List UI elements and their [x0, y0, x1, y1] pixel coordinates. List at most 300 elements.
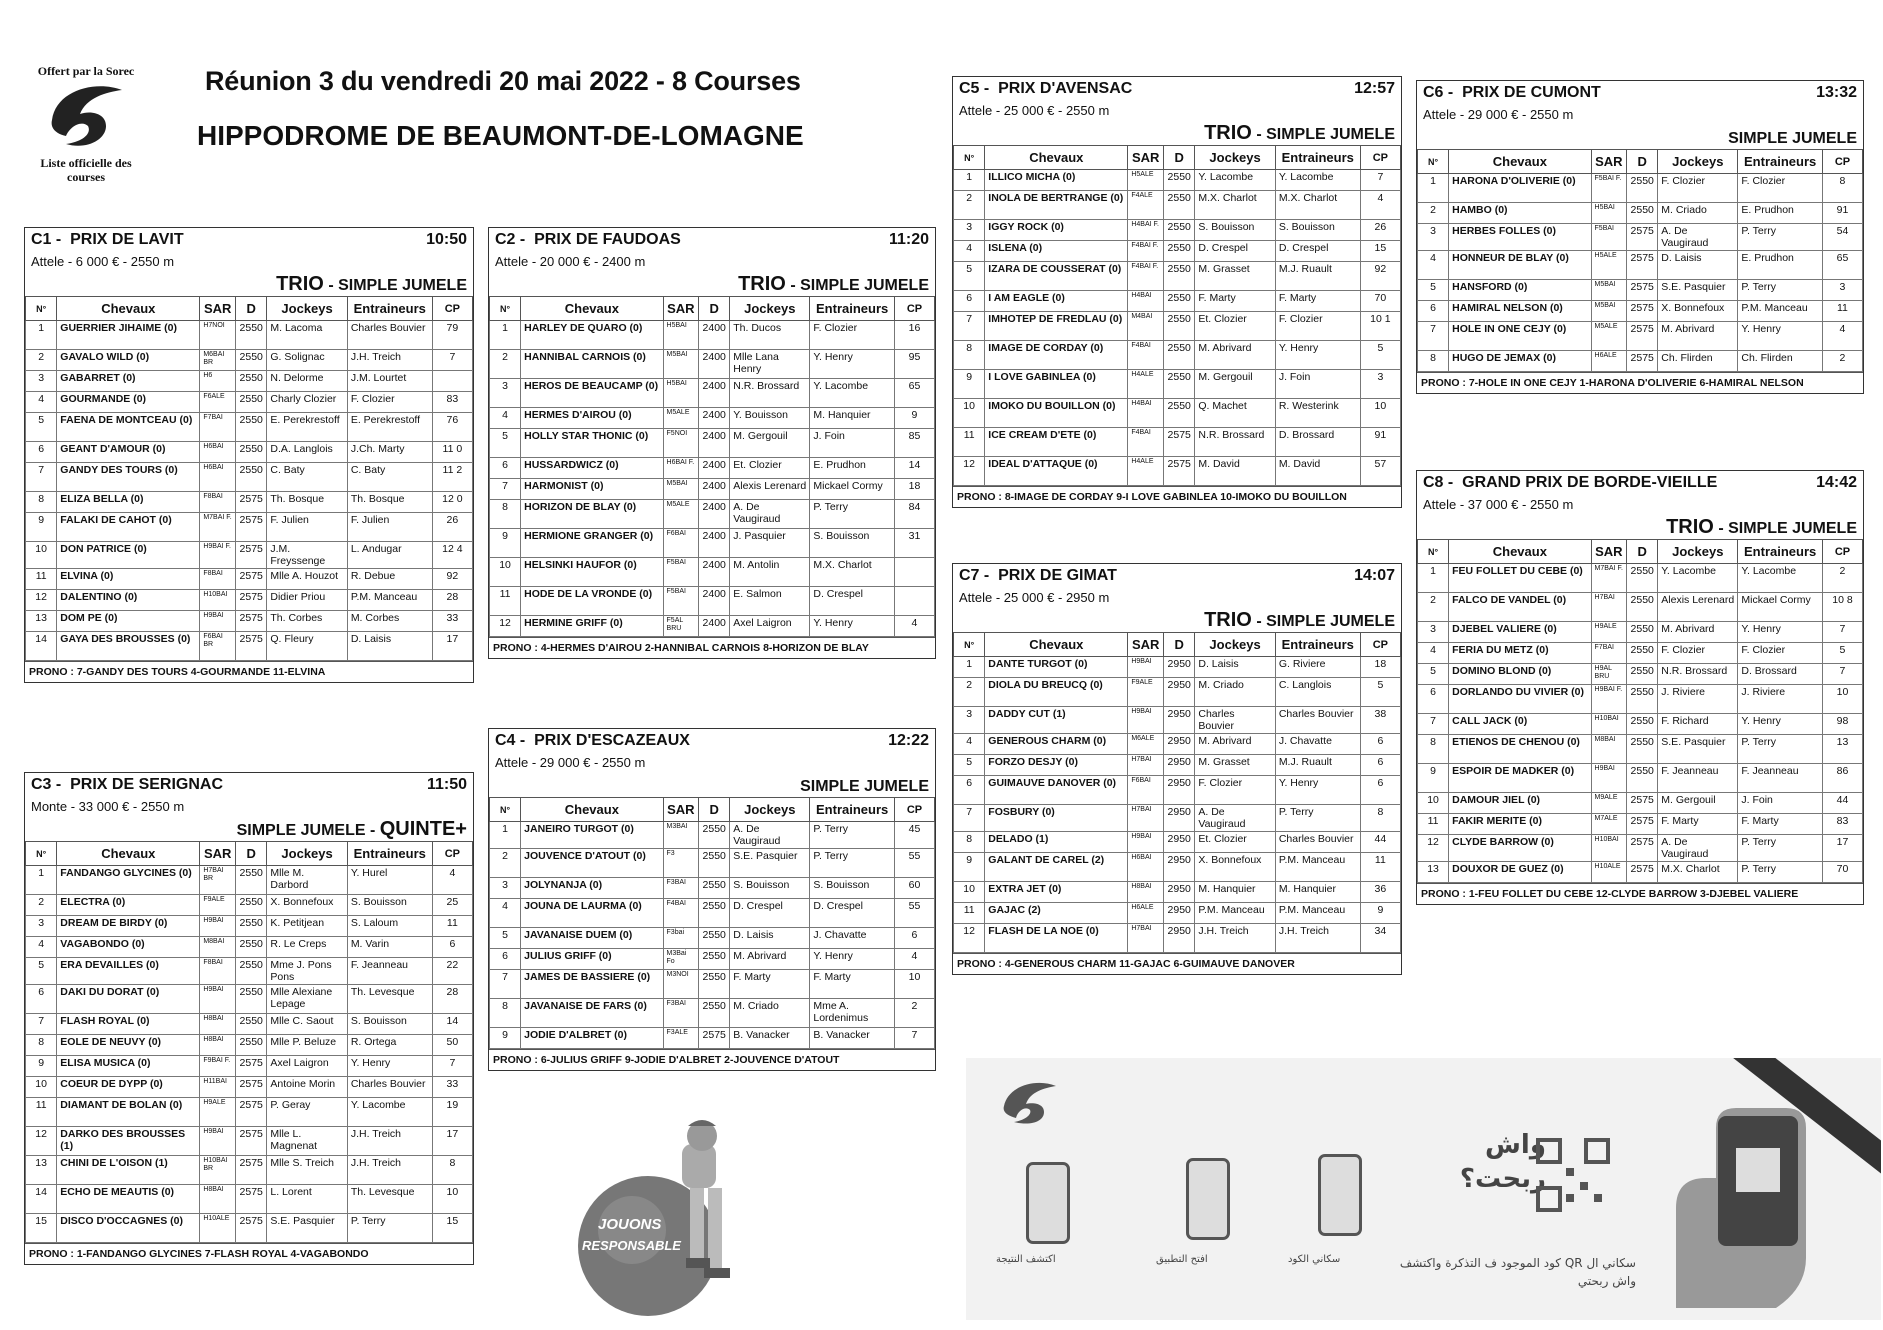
horse-name: HANSFORD (0) — [1449, 280, 1591, 301]
horse-name: FLASH DE LA NOE (0) — [985, 924, 1128, 953]
horse-name: JODIE D'ALBRET (0) — [521, 1028, 663, 1049]
jockey: M. Criado — [1658, 203, 1738, 224]
jockey: N.R. Brossard — [1658, 664, 1738, 685]
runner-number: 6 — [1418, 301, 1449, 322]
jockey: X. Bonnefoux — [267, 895, 347, 916]
horse-sar: H7BAI — [1128, 924, 1164, 953]
cp-value: 65 — [1822, 251, 1862, 280]
distance: 2550 — [699, 849, 730, 878]
table-header-row — [1418, 540, 1863, 564]
cp-value: 70 — [1360, 291, 1400, 312]
runner-number: 7 — [1418, 714, 1449, 735]
distance: 2400 — [699, 616, 730, 637]
race-title — [959, 567, 1117, 585]
race-title — [495, 231, 681, 249]
horse-name: DANTE TURGOT (0) — [985, 657, 1128, 678]
distance: 2575 — [1627, 862, 1658, 883]
race-title — [31, 776, 223, 794]
horse-sar: M5BAI — [1591, 301, 1627, 322]
horse-sar: H5ALE — [1128, 170, 1164, 191]
race-code: C6 - — [1423, 84, 1454, 101]
jockey: M.X. Charlot — [1658, 862, 1738, 883]
runner-row — [490, 822, 935, 849]
runner-row — [26, 542, 473, 569]
cp-value: 2 — [894, 999, 934, 1028]
jockey: D. Laisis — [1195, 657, 1275, 678]
runner-number: 8 — [954, 832, 985, 853]
cp-value: 86 — [1822, 764, 1862, 793]
horse-name: HOLLY STAR THONIC (0) — [521, 429, 663, 458]
trainer: P. Terry — [1738, 835, 1823, 862]
distance: 2550 — [1627, 564, 1658, 593]
distance: 2950 — [1164, 776, 1195, 805]
cp-value: 79 — [432, 321, 472, 350]
horse-name: IMHOTEP DE FREDLAU (0) — [985, 312, 1128, 341]
runner-row — [1418, 793, 1863, 814]
runner-number: 13 — [26, 611, 57, 632]
column-header: CP — [432, 842, 472, 866]
runners-table — [489, 296, 935, 637]
runner-row — [490, 558, 935, 587]
horse-sar: M7ALE — [1591, 814, 1627, 835]
trainer: B. Vanacker — [810, 1028, 895, 1049]
runner-row — [1418, 351, 1863, 372]
cp-value: 12 0 — [432, 492, 472, 513]
trainer: M.X. Charlot — [1275, 191, 1360, 220]
distance: 2550 — [236, 442, 267, 463]
distance: 2575 — [1627, 814, 1658, 835]
distance: 2550 — [1627, 714, 1658, 735]
horse-sar: H9ALE — [1591, 622, 1627, 643]
distance: 2550 — [699, 949, 730, 970]
runner-number: 4 — [490, 899, 521, 928]
jockey: P. Geray — [267, 1098, 347, 1127]
race-title — [495, 732, 690, 750]
horse-sar: F3 — [663, 849, 699, 878]
jockey: J.H. Treich — [1195, 924, 1275, 953]
runner-number: 14 — [26, 1185, 57, 1214]
runner-number: 6 — [26, 442, 57, 463]
cp-value: 18 — [1360, 657, 1400, 678]
runner-row — [26, 371, 473, 392]
runner-row — [26, 895, 473, 916]
distance: 2550 — [1627, 174, 1658, 203]
column-header: SAR — [663, 297, 699, 321]
runner-row — [1418, 862, 1863, 883]
runner-number: 3 — [954, 220, 985, 241]
trainer: F. Clozier — [347, 392, 432, 413]
horse-name: IMOKO DU BOUILLON (0) — [985, 399, 1128, 428]
distance: 2950 — [1164, 734, 1195, 755]
horse-sar: M5BAI — [1591, 280, 1627, 301]
cp-value: 13 — [1822, 735, 1862, 764]
jockey: E. Salmon — [730, 587, 810, 616]
runner-row — [26, 916, 473, 937]
jockey: Mlle S. Treich — [267, 1156, 347, 1185]
distance: 2575 — [236, 1077, 267, 1098]
jockey: N.R. Brossard — [1195, 428, 1275, 457]
race-conditions: Attele - 37 000 € - 2550 m — [1423, 497, 1574, 512]
horse-name: HEROS DE BEAUCAMP (0) — [521, 379, 663, 408]
runner-row — [1418, 643, 1863, 664]
jockey: R. Le Creps — [267, 937, 347, 958]
step2-phone-icon — [1186, 1158, 1230, 1240]
runner-number: 1 — [954, 657, 985, 678]
runner-row — [1418, 622, 1863, 643]
trainer: Th. Bosque — [347, 492, 432, 513]
distance: 2550 — [236, 371, 267, 392]
jockey: X. Bonnefoux — [1195, 853, 1275, 882]
runner-row — [26, 321, 473, 350]
trainer: E. Prudhon — [810, 458, 895, 479]
distance: 2950 — [1164, 924, 1195, 953]
horse-sar: H10BAI BR — [200, 1156, 236, 1185]
trainer: S. Bouisson — [810, 878, 895, 899]
horse-name: GABARRET (0) — [57, 371, 200, 392]
runner-row — [1418, 764, 1863, 793]
race-card-c3 — [24, 772, 474, 1265]
horse-sar: M5ALE — [1591, 322, 1627, 351]
cp-value: 4 — [1822, 322, 1862, 351]
horse-name: HORIZON DE BLAY (0) — [521, 500, 663, 529]
runner-number: 5 — [26, 413, 57, 442]
runner-row — [954, 370, 1401, 399]
horse-name: FANDANGO GLYCINES (0) — [57, 866, 200, 895]
distance: 2950 — [1164, 755, 1195, 776]
runner-row — [26, 442, 473, 463]
trainer: J.H. Treich — [347, 1127, 432, 1156]
runner-row — [490, 408, 935, 429]
runner-number: 2 — [954, 678, 985, 707]
bet-type-secondary: - SIMPLE JUMELE — [1718, 520, 1857, 537]
trainer: E. Prudhon — [1738, 203, 1823, 224]
horse-sar: H5BAI — [1591, 203, 1627, 224]
horse-name: GUERRIER JIHAIME (0) — [57, 321, 200, 350]
jockey: S.E. Pasquier — [267, 1214, 347, 1243]
bet-type-secondary: SIMPLE JUMELE — [800, 778, 929, 795]
trainer: J. Chavatte — [1275, 734, 1360, 755]
trainer: J. Chavatte — [810, 928, 895, 949]
runner-number: 1 — [490, 321, 521, 350]
column-header: Entraineurs — [347, 297, 432, 321]
runner-row — [954, 341, 1401, 370]
horse-sar: H8BAI — [1128, 882, 1164, 903]
runner-number: 4 — [490, 408, 521, 429]
cp-value: 2 — [1822, 564, 1862, 593]
horse-name: ICE CREAM D'ETE (0) — [985, 428, 1128, 457]
jockey: M. Criado — [1195, 678, 1275, 707]
horse-sar: H4BAI — [1128, 399, 1164, 428]
horse-name: IGGY ROCK (0) — [985, 220, 1128, 241]
runner-row — [954, 832, 1401, 853]
runner-row — [954, 241, 1401, 262]
trainer: P. Terry — [810, 500, 895, 529]
runner-number: 7 — [954, 312, 985, 341]
cp-value: 7 — [1360, 170, 1400, 191]
cp-value: 28 — [432, 985, 472, 1014]
runner-number: 3 — [490, 379, 521, 408]
race-header — [1417, 471, 1863, 495]
distance: 2400 — [699, 408, 730, 429]
column-header: Entraineurs — [347, 842, 432, 866]
trainer: C. Langlois — [1275, 678, 1360, 707]
jockey: A. De Vaugiraud — [1658, 835, 1738, 862]
distance: 2575 — [1627, 301, 1658, 322]
cp-value: 70 — [1822, 862, 1862, 883]
cp-value: 31 — [894, 529, 934, 558]
cp-value: 65 — [894, 379, 934, 408]
distance: 2550 — [699, 899, 730, 928]
horse-sar: H10ALE — [1591, 862, 1627, 883]
jockey: M.X. Charlot — [1195, 191, 1275, 220]
distance: 2550 — [236, 392, 267, 413]
horse-sar: M3Bai Fo — [663, 949, 699, 970]
trainer: E. Perekrestoff — [347, 413, 432, 442]
distance: 2550 — [1164, 262, 1195, 291]
column-header: N° — [26, 297, 57, 321]
trainer: Y. Lacombe — [1738, 564, 1823, 593]
race-conditions: Attele - 25 000 € - 2550 m — [959, 103, 1110, 118]
cp-value: 60 — [894, 878, 934, 899]
cp-value — [432, 371, 472, 392]
horse-name: JOLYNANJA (0) — [521, 878, 663, 899]
jockey: F. Richard — [1658, 714, 1738, 735]
runner-row — [490, 899, 935, 928]
column-header: N° — [490, 798, 521, 822]
race-bet-types — [953, 608, 1401, 632]
meeting-title: Réunion 3 du vendredi 20 mai 2022 - 8 Courses — [205, 66, 801, 96]
horse-sar: H4ALE — [1128, 370, 1164, 399]
trainer: M. Corbes — [347, 611, 432, 632]
cp-value — [894, 558, 934, 587]
responsible-gaming-illustration — [562, 1112, 762, 1322]
horse-sar: F8BAI — [200, 958, 236, 985]
horse-name: HARMONIST (0) — [521, 479, 663, 500]
runner-row — [490, 878, 935, 899]
horse-name: HONNEUR DE BLAY (0) — [1449, 251, 1591, 280]
column-header: CP — [1360, 146, 1400, 170]
horse-name: DARKO DES BROUSSES (1) — [57, 1127, 200, 1156]
runner-row — [954, 903, 1401, 924]
horse-sar: M7BAI F. — [200, 513, 236, 542]
jockey: A. De Vaugiraud — [1195, 805, 1275, 832]
runner-row — [1418, 174, 1863, 203]
runner-number: 10 — [26, 1077, 57, 1098]
table-header-row — [1418, 150, 1863, 174]
column-header: CP — [894, 297, 934, 321]
promo-caption: سكاني ال QR كود الموجود ف التذكرة واكتشف واش ربحتي — [1399, 1256, 1636, 1288]
race-card-c6 — [1416, 80, 1864, 394]
distance: 2400 — [699, 587, 730, 616]
runner-row — [954, 220, 1401, 241]
runner-number: 13 — [1418, 862, 1449, 883]
column-header: Chevaux — [1449, 540, 1591, 564]
race-time: 11:20 — [888, 231, 929, 248]
distance: 2550 — [236, 985, 267, 1014]
horse-name: GAJAC (2) — [985, 903, 1128, 924]
race-name: PRIX DE LAVIT — [70, 231, 184, 248]
runner-row — [954, 707, 1401, 734]
column-header: Entraineurs — [1738, 150, 1823, 174]
distance: 2400 — [699, 350, 730, 379]
runner-number: 2 — [26, 895, 57, 916]
table-header-row — [490, 798, 935, 822]
cp-value: 33 — [432, 1077, 472, 1098]
horse-sar: H7BAI — [1128, 755, 1164, 776]
distance: 2950 — [1164, 903, 1195, 924]
horse-name: HOLE IN ONE CEJY (0) — [1449, 322, 1591, 351]
horse-sar: F4BAI F. — [1128, 262, 1164, 291]
cp-value: 18 — [894, 479, 934, 500]
trainer: Y. Henry — [810, 949, 895, 970]
column-header: CP — [1360, 633, 1400, 657]
horse-sar: H5ALE — [1591, 251, 1627, 280]
jockey: M. Abrivard — [730, 949, 810, 970]
runner-number: 4 — [1418, 643, 1449, 664]
race-time: 12:57 — [1354, 80, 1395, 97]
horse-sar: F9ALE — [1128, 678, 1164, 707]
distance: 2400 — [699, 429, 730, 458]
distance: 2575 — [1627, 224, 1658, 251]
cp-value: 7 — [432, 1056, 472, 1077]
cp-value: 83 — [1822, 814, 1862, 835]
column-header: CP — [1822, 150, 1862, 174]
jockey: Ch. Flirden — [1658, 351, 1738, 372]
horse-name: ISLENA (0) — [985, 241, 1128, 262]
qr-promo-banner — [966, 1058, 1881, 1320]
horse-sar: H4BAI — [1128, 291, 1164, 312]
runners-table — [25, 841, 473, 1243]
bet-type-secondary: - SIMPLE JUMELE — [328, 277, 467, 294]
horse-name: DIOLA DU BREUCQ (0) — [985, 678, 1128, 707]
distance: 2575 — [1627, 251, 1658, 280]
distance: 2575 — [1164, 457, 1195, 486]
race-bet-types — [25, 817, 473, 841]
runner-row — [1418, 814, 1863, 835]
horse-sar: H5BAI — [663, 379, 699, 408]
distance: 2575 — [236, 632, 267, 661]
runner-number: 14 — [26, 632, 57, 661]
trainer: Y. Henry — [1738, 322, 1823, 351]
horse-name: IDEAL D'ATTAQUE (0) — [985, 457, 1128, 486]
runner-number: 2 — [26, 350, 57, 371]
cp-value: 34 — [1360, 924, 1400, 953]
jockey: F. Clozier — [1658, 174, 1738, 203]
race-time: 13:32 — [1816, 84, 1857, 101]
jockey: M. Antolin — [730, 558, 810, 587]
horse-name: DOM PE (0) — [57, 611, 200, 632]
horse-sar: M5ALE — [663, 500, 699, 529]
cp-value: 83 — [432, 392, 472, 413]
racecourse-name: HIPPODROME DE BEAUMONT-DE-LOMAGNE — [197, 120, 804, 151]
horse-name: DELADO (1) — [985, 832, 1128, 853]
column-header: SAR — [1591, 150, 1627, 174]
horse-name: HARONA D'OLIVERIE (0) — [1449, 174, 1591, 203]
trainer: Charles Bouvier — [347, 321, 432, 350]
table-header-row — [26, 297, 473, 321]
trainer: Y. Lacombe — [1275, 170, 1360, 191]
distance: 2950 — [1164, 882, 1195, 903]
jockey: D. Crespel — [1195, 241, 1275, 262]
runner-row — [26, 513, 473, 542]
race-card-c4 — [488, 728, 936, 1071]
distance: 2550 — [236, 321, 267, 350]
runner-number: 8 — [1418, 735, 1449, 764]
cp-value: 7 — [894, 1028, 934, 1049]
runner-row — [26, 1156, 473, 1185]
responsable-text: RESPONSABLE — [582, 1238, 681, 1253]
horse-sar: H6ALE — [1128, 903, 1164, 924]
cp-value: 5 — [1360, 678, 1400, 707]
distance: 2550 — [1164, 341, 1195, 370]
jockey: Y. Lacombe — [1658, 564, 1738, 593]
jockey: Y. Bouisson — [730, 408, 810, 429]
distance: 2550 — [1164, 370, 1195, 399]
column-header: Jockeys — [1658, 150, 1738, 174]
jockey: F. Julien — [267, 513, 347, 542]
distance: 2950 — [1164, 832, 1195, 853]
cp-value: 8 — [1360, 805, 1400, 832]
race-header — [489, 729, 935, 753]
column-header: Chevaux — [521, 798, 663, 822]
jockey: Alexis Lerenard — [730, 479, 810, 500]
horse-name: DON PATRICE (0) — [57, 542, 200, 569]
runner-number: 4 — [1418, 251, 1449, 280]
runner-number: 9 — [954, 853, 985, 882]
cp-value: 57 — [1360, 457, 1400, 486]
distance: 2575 — [236, 1214, 267, 1243]
runner-number: 10 — [26, 542, 57, 569]
runner-row — [954, 734, 1401, 755]
horse-name: ETIENOS DE CHENOU (0) — [1449, 735, 1591, 764]
horse-name: ESPOIR DE MADKER (0) — [1449, 764, 1591, 793]
race-code: C4 - — [495, 732, 526, 749]
horse-name: GOURMANDE (0) — [57, 392, 200, 413]
trainer: Charles Bouvier — [1275, 832, 1360, 853]
race-prono: PRONO : 1-FANDANGO GLYCINES 7-FLASH ROYAL 4-VAGABONDO — [25, 1243, 473, 1264]
horse-sar: H6ALE — [1591, 351, 1627, 372]
horse-sar: H9AL BRU — [1591, 664, 1627, 685]
horse-name: JAMES DE BASSIERE (0) — [521, 970, 663, 999]
runner-row — [26, 350, 473, 371]
jockey: Mlle L. Magnenat — [267, 1127, 347, 1156]
race-title — [959, 80, 1132, 98]
column-header: N° — [490, 297, 521, 321]
horse-sar: F6BAI — [663, 529, 699, 558]
distance: 2550 — [1627, 764, 1658, 793]
horse-sar: F4BAI — [1128, 428, 1164, 457]
distance: 2575 — [699, 1028, 730, 1049]
runner-row — [26, 985, 473, 1014]
trainer: J. Riviere — [1738, 685, 1823, 714]
cp-value: 98 — [1822, 714, 1862, 735]
horse-sar: M6ALE — [1128, 734, 1164, 755]
jockey: Mlle C. Saout — [267, 1014, 347, 1035]
cp-value: 91 — [1360, 428, 1400, 457]
horse-name: IMAGE DE CORDAY (0) — [985, 341, 1128, 370]
race-code: C5 - — [959, 80, 990, 97]
horse-sar: H9BAI — [1128, 707, 1164, 734]
jockey: Axel Laigron — [730, 616, 810, 637]
jockey: P.M. Manceau — [1195, 903, 1275, 924]
runner-row — [1418, 322, 1863, 351]
distance: 2550 — [236, 350, 267, 371]
horse-name: ELVINA (0) — [57, 569, 200, 590]
bet-type-secondary: - SIMPLE JUMELE — [790, 277, 929, 294]
jockey: Mlle A. Houzot — [267, 569, 347, 590]
column-header: N° — [1418, 150, 1449, 174]
horse-name: JAVANAISE DUEM (0) — [521, 928, 663, 949]
